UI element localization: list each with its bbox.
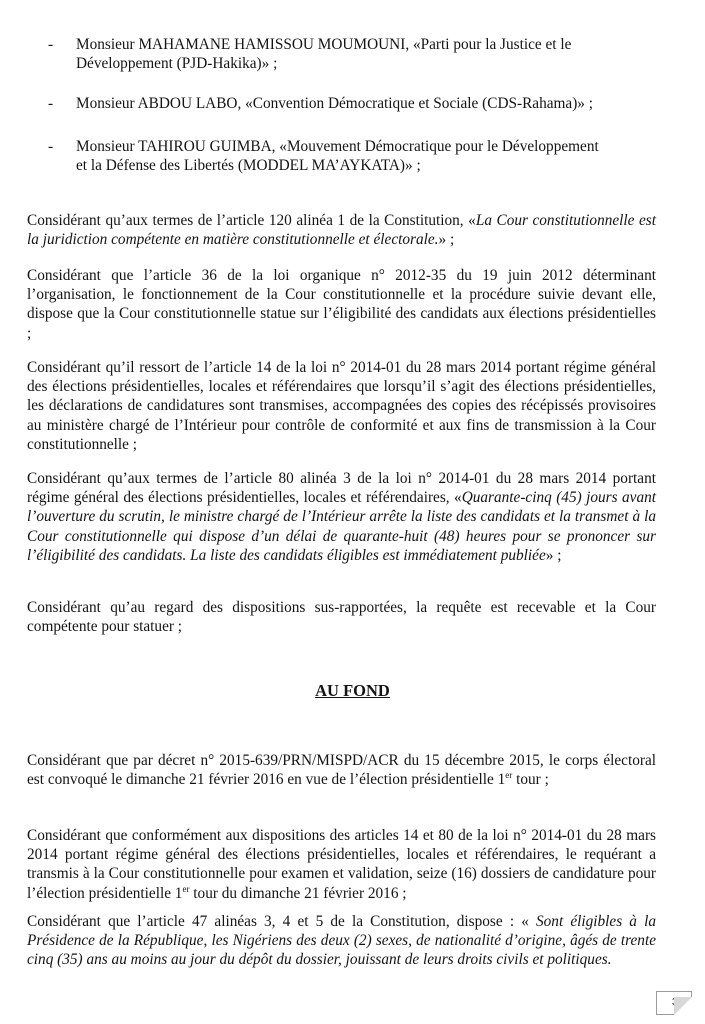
list-item — [48, 137, 656, 175]
list-item — [48, 94, 656, 113]
paragraph-text: Considérant qu’aux termes de l’article 120 alinéa 1 de la Constitution, « — [27, 212, 476, 229]
paragraph-text: Considérant que par décret n° 2015-639/PRN/MISPD/ACR du 15 décembre 2015, le corps électoral est convoqué le dimanche 21 février 2016 en vue de l’élection présidentielle 1 — [27, 752, 656, 789]
list-item-text-line1: Monsieur ABDOU LABO, «Convention Démocratique et Sociale (CDS-Rahama)» ; — [76, 95, 594, 112]
list-dash: - — [48, 95, 54, 112]
paragraph-article-120 — [27, 211, 656, 249]
paragraph-text: Considérant que conformément aux dispositions des articles 14 et 80 de la loi n° 2014-01 du 28 mars 2014 portant régime général des élections présidentielles, locales et référendaires, le requérant a transmis à la Cour constitutionnelle pour examen et validation, seize (16) dossiers de candidature pour l’élection présidentielle 1 — [27, 827, 656, 902]
list-dash: - — [48, 138, 54, 155]
page-curl-icon — [674, 997, 692, 1015]
superscript: er — [182, 883, 190, 894]
paragraph-text: » ; — [438, 231, 455, 249]
paragraph-text: tour du dimanche 21 février 2016 ; — [189, 884, 407, 902]
paragraph-text: Considérant que l’article 47 alinéas 3, 4 et 5 de la Constitution, dispose : « — [27, 913, 536, 930]
list-item — [48, 35, 656, 73]
superscript: er — [505, 770, 513, 781]
paragraph-text: Considérant qu’aux termes de l’article 80 alinéa 3 de la loi n° 2014-01 du 28 mars 2014 portant régime général des élections présidentielles, locales et référendaires, « — [27, 470, 656, 507]
quoted-text: La Cour constitutionnelle est la juridiction compétente en matière constitutionnelle et électorale. — [27, 212, 656, 249]
list-item-text-line1: Monsieur TAHIROU GUIMBA, «Mouvement Démocratique pour le Développement — [76, 138, 599, 155]
quoted-text: Quarante-cinq (45) jours avant l’ouverture du scrutin, le ministre chargé de l’Intérieur arrête la liste des candidats et la transmet à la Cour constitutionnelle qui dispose d’un délai de quarante-huit (48) heures pour se prononcer sur l’éligibilité des candidats. La liste des candidats éligibles est immédiatement publiée — [27, 489, 656, 564]
paragraph-text: » ; — [545, 546, 562, 564]
list-item-text-line1: Monsieur MAHAMANE HAMISSOU MOUMOUNI, «Parti pour la Justice et le — [76, 36, 572, 53]
paragraph-decret — [27, 751, 656, 789]
paragraph-text: tour ; — [512, 771, 549, 789]
quoted-text: Sont éligibles à la Présidence de la République, les Nigériens des deux (2) sexes, de nationalité d’origine, âgés de trente cinq (35) ans au moins au jour du dépôt du dossier, jouissant de leurs droits civils et politiques. — [27, 913, 656, 969]
section-heading: AU FOND — [315, 681, 390, 700]
paragraph-article-36: Considérant que l’article 36 de la loi organique n° 2012-35 du 19 juin 2012 déterminant l’organisation, le fonctionnement de la Cour constitutionnelle et la procédure suivie devant elle, dispose que la Cour constitutionnelle statue sur l’éligibilité des candidats aux élections présidentielles ; — [27, 267, 656, 342]
paragraph-article-47 — [27, 912, 656, 970]
paragraph-article-80 — [27, 469, 656, 565]
list-dash: - — [48, 36, 54, 53]
paragraph-dossiers — [27, 826, 656, 903]
list-item-text-line2: Développement (PJD-Hakika)» ; — [76, 55, 278, 73]
list-item-text-line2: et la Défense des Libertés (MODDEL MA’AYKATA)» ; — [76, 157, 421, 175]
page-number: 3 — [672, 997, 678, 1008]
paragraph-recevable: Considérant qu’au regard des dispositions sus-rapportées, la requête est recevable et la Cour compétente pour statuer ; — [27, 599, 656, 636]
page-number-box — [656, 991, 692, 1015]
paragraph-article-14: Considérant qu’il ressort de l’article 14 de la loi n° 2014-01 du 28 mars 2014 portant régime général des élections présidentielles, locales et référendaires que lorsqu’il s’agit des élections présidentielles, les déclarations de candidatures sont transmises, accompagnées des copies des récépissés provisoires au ministère chargé de l’Intérieur pour contrôle de conformité et aux fins de transmission à la Cour constitutionnelle ; — [27, 359, 656, 453]
